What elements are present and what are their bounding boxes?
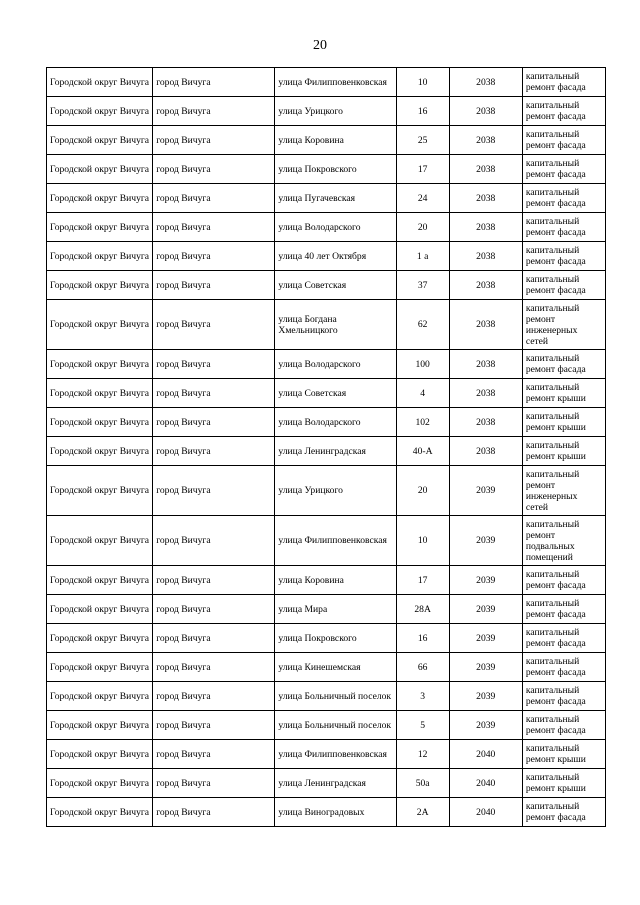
cell-house: 50а: [396, 769, 449, 798]
cell-house: 24: [396, 184, 449, 213]
cell-work: капитальный ремонт фасада: [522, 68, 605, 97]
cell-house: 40-А: [396, 437, 449, 466]
cell-city: город Вичуга: [153, 242, 275, 271]
table-row: [47, 300, 606, 350]
cell-street: улица Больничный поселок: [275, 711, 396, 740]
cell-district: Городской округ Вичуга: [47, 350, 153, 379]
cell-city: город Вичуга: [153, 350, 275, 379]
cell-house: 28А: [396, 595, 449, 624]
cell-street: улица Богдана Хмельницкого: [275, 300, 396, 350]
cell-year: 2038: [449, 350, 522, 379]
cell-house: 20: [396, 213, 449, 242]
table-row: [47, 711, 606, 740]
cell-city: город Вичуга: [153, 300, 275, 350]
cell-house: 10: [396, 516, 449, 566]
cell-city: город Вичуга: [153, 271, 275, 300]
cell-house: 1 а: [396, 242, 449, 271]
cell-city: город Вичуга: [153, 466, 275, 516]
cell-district: Городской округ Вичуга: [47, 271, 153, 300]
table-row: [47, 184, 606, 213]
cell-district: Городской округ Вичуга: [47, 769, 153, 798]
cell-street: улица Покровского: [275, 155, 396, 184]
cell-work: капитальный ремонт фасада: [522, 350, 605, 379]
cell-street: улица Володарского: [275, 213, 396, 242]
cell-street: улица Урицкого: [275, 97, 396, 126]
cell-street: улица Кинешемская: [275, 653, 396, 682]
cell-work: капитальный ремонт фасада: [522, 798, 605, 827]
table-row: [47, 466, 606, 516]
cell-work: капитальный ремонт фасада: [522, 653, 605, 682]
cell-street: улица Пугачевская: [275, 184, 396, 213]
cell-street: улица Советская: [275, 379, 396, 408]
cell-city: город Вичуга: [153, 516, 275, 566]
cell-city: город Вичуга: [153, 68, 275, 97]
cell-city: город Вичуга: [153, 126, 275, 155]
cell-house: 16: [396, 624, 449, 653]
cell-street: улица Володарского: [275, 408, 396, 437]
housing-repair-table: [46, 67, 606, 827]
table-row: [47, 653, 606, 682]
cell-year: 2039: [449, 466, 522, 516]
cell-street: улица Филипповенковская: [275, 68, 396, 97]
cell-city: город Вичуга: [153, 624, 275, 653]
cell-year: 2038: [449, 97, 522, 126]
cell-district: Городской округ Вичуга: [47, 624, 153, 653]
cell-work: капитальный ремонт крыши: [522, 740, 605, 769]
table-row: [47, 798, 606, 827]
cell-year: 2038: [449, 379, 522, 408]
cell-city: город Вичуга: [153, 769, 275, 798]
cell-work: капитальный ремонт крыши: [522, 437, 605, 466]
cell-street: улица Больничный поселок: [275, 682, 396, 711]
table-row: [47, 624, 606, 653]
cell-work: капитальный ремонт фасада: [522, 566, 605, 595]
cell-house: 37: [396, 271, 449, 300]
cell-work: капитальный ремонт фасада: [522, 242, 605, 271]
cell-year: 2038: [449, 242, 522, 271]
table-row: [47, 97, 606, 126]
cell-street: улица Покровского: [275, 624, 396, 653]
cell-city: город Вичуга: [153, 682, 275, 711]
cell-district: Городской округ Вичуга: [47, 566, 153, 595]
cell-year: 2038: [449, 437, 522, 466]
cell-work: капитальный ремонт фасада: [522, 213, 605, 242]
cell-house: 17: [396, 155, 449, 184]
cell-street: улица Коровина: [275, 566, 396, 595]
cell-house: 100: [396, 350, 449, 379]
cell-house: 10: [396, 68, 449, 97]
cell-district: Городской округ Вичуга: [47, 213, 153, 242]
cell-district: Городской округ Вичуга: [47, 740, 153, 769]
cell-work: капитальный ремонт фасада: [522, 682, 605, 711]
cell-house: 2А: [396, 798, 449, 827]
cell-house: 5: [396, 711, 449, 740]
cell-street: улица Советская: [275, 271, 396, 300]
cell-street: улица Филипповенковская: [275, 516, 396, 566]
table-row: [47, 740, 606, 769]
cell-district: Городской округ Вичуга: [47, 379, 153, 408]
cell-year: 2039: [449, 516, 522, 566]
cell-house: 17: [396, 566, 449, 595]
cell-street: улица Филипповенковская: [275, 740, 396, 769]
cell-city: город Вичуга: [153, 595, 275, 624]
cell-district: Городской округ Вичуга: [47, 711, 153, 740]
cell-work: капитальный ремонт фасада: [522, 624, 605, 653]
cell-year: 2039: [449, 682, 522, 711]
table-row: [47, 769, 606, 798]
cell-work: капитальный ремонт фасада: [522, 184, 605, 213]
table-row: [47, 271, 606, 300]
cell-street: улица Володарского: [275, 350, 396, 379]
cell-district: Городской округ Вичуга: [47, 682, 153, 711]
cell-house: 3: [396, 682, 449, 711]
table-row: [47, 595, 606, 624]
cell-year: 2038: [449, 155, 522, 184]
cell-city: город Вичуга: [153, 184, 275, 213]
cell-house: 20: [396, 466, 449, 516]
cell-year: 2040: [449, 798, 522, 827]
cell-work: капитальный ремонт крыши: [522, 379, 605, 408]
cell-year: 2039: [449, 595, 522, 624]
table-row: [47, 566, 606, 595]
cell-year: 2039: [449, 624, 522, 653]
cell-city: город Вичуга: [153, 408, 275, 437]
cell-street: улица Коровина: [275, 126, 396, 155]
cell-city: город Вичуга: [153, 798, 275, 827]
cell-work: капитальный ремонт фасада: [522, 155, 605, 184]
table-row: [47, 155, 606, 184]
cell-street: улица Ленинградская: [275, 437, 396, 466]
cell-year: 2040: [449, 769, 522, 798]
table-row: [47, 379, 606, 408]
cell-work: капитальный ремонт инженерных сетей: [522, 466, 605, 516]
cell-work: капитальный ремонт фасада: [522, 711, 605, 740]
cell-district: Городской округ Вичуга: [47, 437, 153, 466]
cell-year: 2038: [449, 126, 522, 155]
cell-street: улица 40 лет Октября: [275, 242, 396, 271]
cell-district: Городской округ Вичуга: [47, 126, 153, 155]
cell-city: город Вичуга: [153, 155, 275, 184]
cell-work: капитальный ремонт фасада: [522, 97, 605, 126]
table-row: [47, 408, 606, 437]
cell-district: Городской округ Вичуга: [47, 653, 153, 682]
cell-house: 25: [396, 126, 449, 155]
table-row: [47, 682, 606, 711]
cell-street: улица Мира: [275, 595, 396, 624]
table-row: [47, 242, 606, 271]
cell-year: 2038: [449, 213, 522, 242]
table-row: [47, 126, 606, 155]
cell-district: Городской округ Вичуга: [47, 300, 153, 350]
cell-street: улица Виноградовых: [275, 798, 396, 827]
cell-city: город Вичуга: [153, 711, 275, 740]
cell-year: 2038: [449, 68, 522, 97]
cell-house: 102: [396, 408, 449, 437]
cell-district: Городской округ Вичуга: [47, 798, 153, 827]
cell-work: капитальный ремонт крыши: [522, 408, 605, 437]
page-number: 20: [313, 38, 327, 53]
cell-city: город Вичуга: [153, 740, 275, 769]
cell-city: город Вичуга: [153, 437, 275, 466]
cell-city: город Вичуга: [153, 213, 275, 242]
cell-year: 2038: [449, 408, 522, 437]
cell-work: капитальный ремонт крыши: [522, 769, 605, 798]
cell-year: 2038: [449, 300, 522, 350]
cell-district: Городской округ Вичуга: [47, 155, 153, 184]
cell-district: Городской округ Вичуга: [47, 242, 153, 271]
cell-district: Городской округ Вичуга: [47, 68, 153, 97]
cell-house: 62: [396, 300, 449, 350]
cell-district: Городской округ Вичуга: [47, 595, 153, 624]
cell-work: капитальный ремонт фасада: [522, 126, 605, 155]
cell-city: город Вичуга: [153, 97, 275, 126]
cell-district: Городской округ Вичуга: [47, 516, 153, 566]
cell-house: 66: [396, 653, 449, 682]
cell-city: город Вичуга: [153, 566, 275, 595]
table-row: [47, 213, 606, 242]
table-row: [47, 350, 606, 379]
cell-work: капитальный ремонт фасада: [522, 271, 605, 300]
cell-district: Городской округ Вичуга: [47, 466, 153, 516]
cell-district: Городской округ Вичуга: [47, 184, 153, 213]
cell-year: 2039: [449, 653, 522, 682]
cell-house: 16: [396, 97, 449, 126]
cell-work: капитальный ремонт фасада: [522, 595, 605, 624]
cell-house: 12: [396, 740, 449, 769]
cell-city: город Вичуга: [153, 653, 275, 682]
cell-work: капитальный ремонт инженерных сетей: [522, 300, 605, 350]
cell-district: Городской округ Вичуга: [47, 408, 153, 437]
cell-year: 2038: [449, 271, 522, 300]
table-row: [47, 68, 606, 97]
cell-year: 2039: [449, 566, 522, 595]
table-row: [47, 516, 606, 566]
cell-year: 2038: [449, 184, 522, 213]
cell-city: город Вичуга: [153, 379, 275, 408]
cell-year: 2040: [449, 740, 522, 769]
cell-district: Городской округ Вичуга: [47, 97, 153, 126]
cell-street: улица Ленинградская: [275, 769, 396, 798]
cell-house: 4: [396, 379, 449, 408]
cell-year: 2039: [449, 711, 522, 740]
cell-work: капитальный ремонт подвальных помещений: [522, 516, 605, 566]
table-row: [47, 437, 606, 466]
cell-street: улица Урицкого: [275, 466, 396, 516]
